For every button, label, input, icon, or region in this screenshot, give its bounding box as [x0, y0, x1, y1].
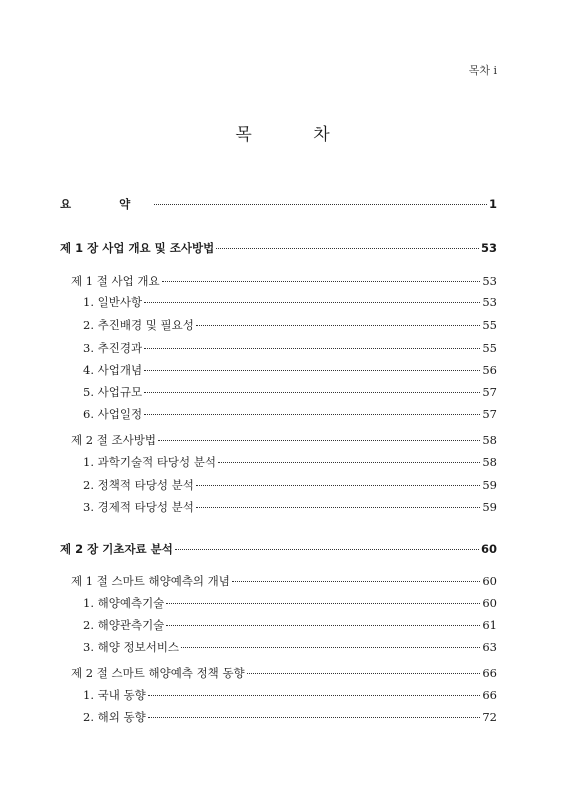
page-title: 목 차 [235, 125, 358, 145]
toc-page-number: 66 [482, 666, 497, 680]
toc-entry-chapter-2[interactable] [60, 541, 497, 557]
toc-page-number: 66 [482, 688, 497, 702]
dot-leader [196, 325, 481, 326]
dot-leader [232, 581, 480, 582]
dot-leader [216, 248, 479, 249]
toc-entry-item[interactable] [83, 362, 497, 378]
toc-entry-item[interactable] [83, 317, 497, 333]
toc-entry-item[interactable] [83, 709, 497, 725]
toc-page-number: 53 [482, 295, 497, 309]
dot-leader [196, 485, 481, 486]
dot-leader [247, 673, 481, 674]
dot-leader [181, 647, 480, 648]
toc-label: 3. 경제적 타당성 분석 [83, 500, 194, 514]
toc-label: 3. 해양 정보서비스 [83, 640, 180, 654]
toc-page-number: 60 [482, 596, 497, 610]
toc-label: 제 1 절 사업 개요 [71, 274, 160, 288]
toc-entry-chapter-1[interactable] [60, 240, 497, 256]
running-head: 목차 i [468, 64, 497, 77]
toc-label: 제 2 장 기초자료 분석 [60, 542, 173, 556]
dot-leader [162, 281, 481, 282]
toc-entry-item[interactable] [83, 454, 497, 470]
toc-label: 1. 국내 동향 [83, 688, 146, 702]
toc-label: 제 1 절 스마트 해양예측의 개념 [71, 574, 230, 588]
toc-entry-item[interactable] [83, 687, 497, 703]
toc-page-number: 58 [482, 455, 497, 469]
dot-leader [154, 204, 487, 205]
toc-page-number: 60 [480, 542, 497, 556]
toc-label: 2. 해양관측기술 [83, 618, 165, 632]
toc-label: 1. 과학기술적 타당성 분석 [83, 455, 217, 469]
toc-label: 요 약 [60, 197, 153, 211]
toc-entry-item[interactable] [83, 499, 497, 515]
toc-entry-item[interactable] [83, 617, 497, 633]
toc-label: 제 2 절 스마트 해양예측 정책 동향 [71, 666, 245, 680]
toc-entry-section[interactable] [71, 573, 497, 589]
toc-label: 2. 추진배경 및 필요성 [83, 318, 194, 332]
toc-page-number: 72 [482, 710, 497, 724]
toc-entry-item[interactable] [83, 384, 497, 400]
toc-label: 1. 일반사항 [83, 295, 143, 309]
dot-leader [158, 440, 480, 441]
toc-entry-item[interactable] [83, 406, 497, 422]
dot-leader [144, 302, 480, 303]
dot-leader [218, 462, 480, 463]
toc-entry-item[interactable] [83, 477, 497, 493]
dot-leader [175, 549, 479, 550]
toc-page-number: 56 [482, 363, 497, 377]
toc-entry-section[interactable] [71, 432, 497, 448]
toc-entry-section[interactable] [71, 273, 497, 289]
toc-label: 5. 사업규모 [83, 385, 143, 399]
toc-page-number: 63 [482, 640, 497, 654]
toc-page-number: 58 [482, 433, 497, 447]
toc-page-number: 1 [488, 197, 497, 211]
toc-entry-item[interactable] [83, 340, 497, 356]
toc-page-number: 59 [482, 500, 497, 514]
toc-page-number: 57 [482, 385, 497, 399]
dot-leader [166, 603, 480, 604]
dot-leader [166, 625, 480, 626]
toc-page-number: 55 [482, 341, 497, 355]
toc-label: 제 1 장 사업 개요 및 조사방법 [60, 241, 215, 255]
toc-label: 2. 해외 동향 [83, 710, 146, 724]
toc-label: 6. 사업일정 [83, 407, 143, 421]
toc-entry-item[interactable] [83, 294, 497, 310]
dot-leader [144, 348, 480, 349]
dot-leader [148, 717, 481, 718]
toc-entry-section[interactable] [71, 665, 497, 681]
toc-entry-summary[interactable] [60, 196, 497, 212]
toc-label: 4. 사업개념 [83, 363, 143, 377]
toc-label: 제 2 절 조사방법 [71, 433, 156, 447]
toc-label: 2. 정책적 타당성 분석 [83, 478, 194, 492]
dot-leader [148, 695, 481, 696]
toc-entry-item[interactable] [83, 595, 497, 611]
toc-page-number: 59 [482, 478, 497, 492]
toc-page-number: 61 [482, 618, 497, 632]
toc-page-number: 57 [482, 407, 497, 421]
toc-page-number: 53 [482, 274, 497, 288]
toc-page-number: 60 [482, 574, 497, 588]
dot-leader [144, 414, 480, 415]
toc-page-number: 53 [480, 241, 497, 255]
dot-leader [144, 370, 480, 371]
toc-page-number: 55 [482, 318, 497, 332]
toc-entry-item[interactable] [83, 639, 497, 655]
dot-leader [144, 392, 480, 393]
toc-label: 3. 추진경과 [83, 341, 143, 355]
dot-leader [196, 507, 481, 508]
toc-label: 1. 해양예측기술 [83, 596, 165, 610]
